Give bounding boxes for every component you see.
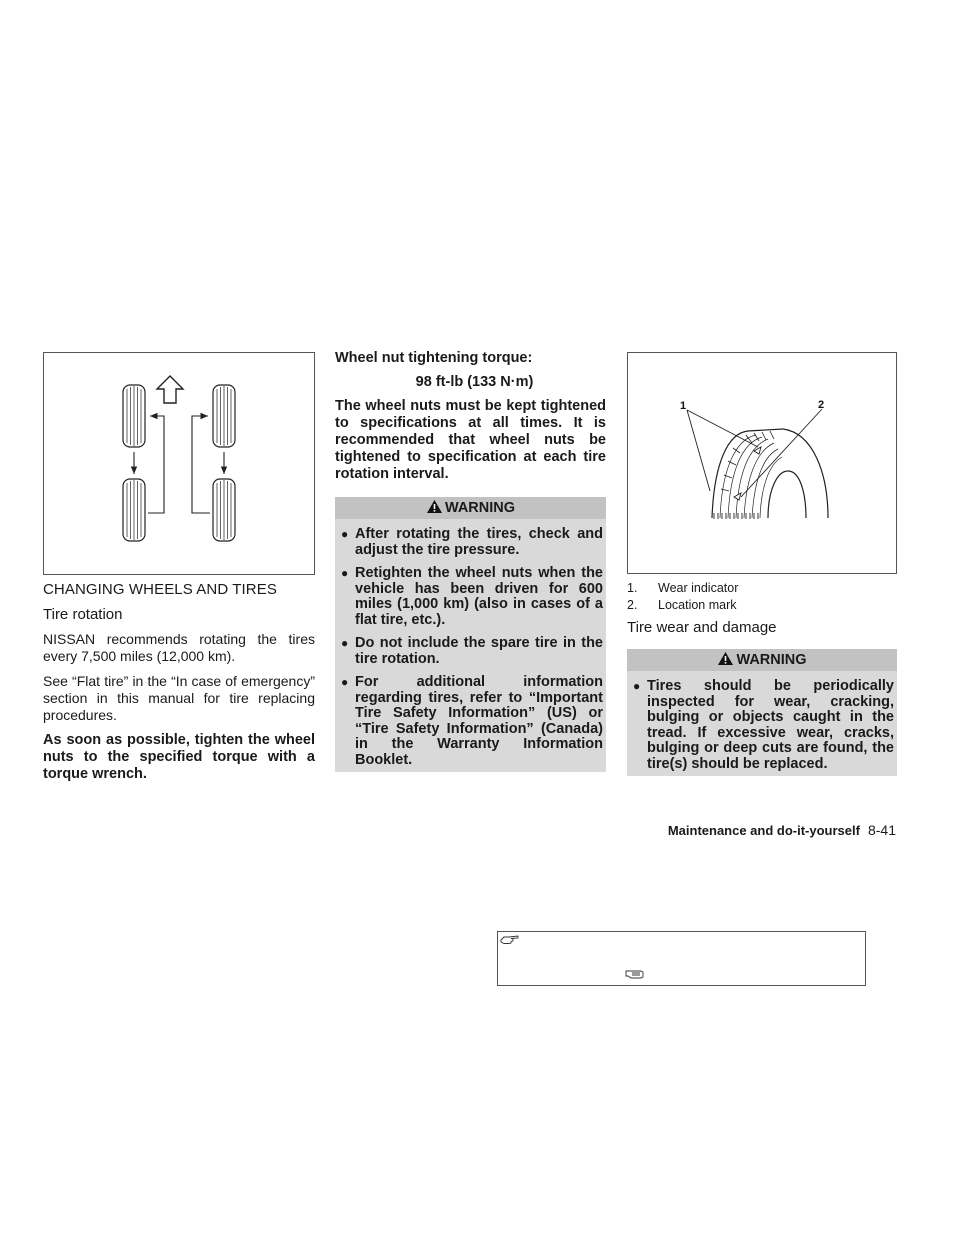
warning-item xyxy=(335,636,606,667)
page-footer xyxy=(668,822,896,838)
bullet-icon: ● xyxy=(341,566,349,580)
warning-header xyxy=(627,649,897,671)
forward-arrow-icon xyxy=(157,376,183,403)
callout-2: 2 xyxy=(818,399,825,411)
bullet-icon: ● xyxy=(341,675,349,689)
tire-wear-diagram xyxy=(628,353,896,573)
callout-1: 1 xyxy=(680,400,687,412)
warning-item-text: For additional information regarding tires, refer to “Important Tire Safety Information” (US) or “Tire Safety Information” (Canada) in the Warranty Information Booklet. xyxy=(355,674,603,768)
legend-number: 1. xyxy=(627,581,638,595)
tire-icon xyxy=(213,479,235,541)
warning-item xyxy=(335,675,606,768)
warning-title: WARNING xyxy=(736,652,807,668)
middle-column xyxy=(335,350,606,772)
warning-title: WARNING xyxy=(444,500,516,516)
warning-header xyxy=(335,497,606,519)
torque-wrench-instruction: As soon as possible, tighten the wheel nuts to the specified torque with a torque wrench. xyxy=(43,732,315,782)
tire-rotation-diagram xyxy=(44,353,314,574)
figure-legend xyxy=(627,580,897,614)
warning-box-wear xyxy=(627,649,897,776)
flat-tire-reference-text: See “Flat tire” in the “In case of emergency” section in this manual for tire replacing procedures. xyxy=(43,673,315,723)
warning-item xyxy=(335,566,606,628)
bullet-icon: ● xyxy=(633,679,641,693)
section-heading: CHANGING WHEELS AND TIRES xyxy=(43,581,277,598)
warning-item-text: Tires should be periodically inspected for wear, cracking, bulging or objects caught in the tread. If excessive wear, cracks, bulging or deep cuts are found, the tire(s) should be replaced. xyxy=(647,678,894,772)
legend-item xyxy=(627,580,897,597)
sub-heading-tire-wear: Tire wear and damage xyxy=(627,619,777,636)
warning-triangle-icon xyxy=(426,499,443,514)
torque-value: 98 ft-lb (133 N·m) xyxy=(415,374,534,390)
warning-box-rotation xyxy=(335,497,606,772)
tire-rotation-figure xyxy=(43,352,315,575)
footer-section-title: Maintenance and do-it-yourself xyxy=(667,823,860,838)
legend-label: Wear indicator xyxy=(658,581,739,595)
warning-item xyxy=(627,679,897,772)
legend-number: 2. xyxy=(627,598,638,612)
warning-item-text: After rotating the tires, check and adjust the tire pressure. xyxy=(355,526,603,558)
torque-label: Wheel nut tightening torque: xyxy=(335,350,533,366)
tire-icon xyxy=(213,385,235,447)
tire-icon xyxy=(123,479,145,541)
tire-icon xyxy=(123,385,145,447)
pointing-hand-icon xyxy=(625,968,645,980)
rotation-interval-text: NISSAN recommends rotating the tires every 7,500 miles (12,000 km). xyxy=(43,631,315,664)
wheel-nut-maintenance-text: The wheel nuts must be kept tightened to specifications at all times. It is recommended that wheel nuts be tightened to specification at each tire rotation interval. xyxy=(335,398,606,482)
note-box xyxy=(497,931,866,986)
pointing-hand-icon xyxy=(500,934,520,946)
tire-wear-figure xyxy=(627,352,897,574)
bullet-icon: ● xyxy=(341,527,349,541)
warning-item-text: Retighten the wheel nuts when the vehicle has been driven for 600 miles (1,000 km) (also in cases of a flat tire, etc.). xyxy=(355,565,603,628)
tire-cross-section-icon xyxy=(712,429,828,519)
bullet-icon: ● xyxy=(341,636,349,650)
sub-heading-tire-rotation: Tire rotation xyxy=(43,606,123,623)
right-column xyxy=(627,350,897,776)
wear-indicator-mark-icon xyxy=(734,493,741,500)
left-column xyxy=(43,350,315,783)
legend-item xyxy=(627,597,897,614)
legend-label: Location mark xyxy=(658,598,737,612)
warning-item xyxy=(335,527,606,558)
warning-item-text: Do not include the spare tire in the tire rotation. xyxy=(355,635,603,667)
page-number: 8-41 xyxy=(867,822,896,838)
warning-triangle-icon xyxy=(717,651,734,666)
